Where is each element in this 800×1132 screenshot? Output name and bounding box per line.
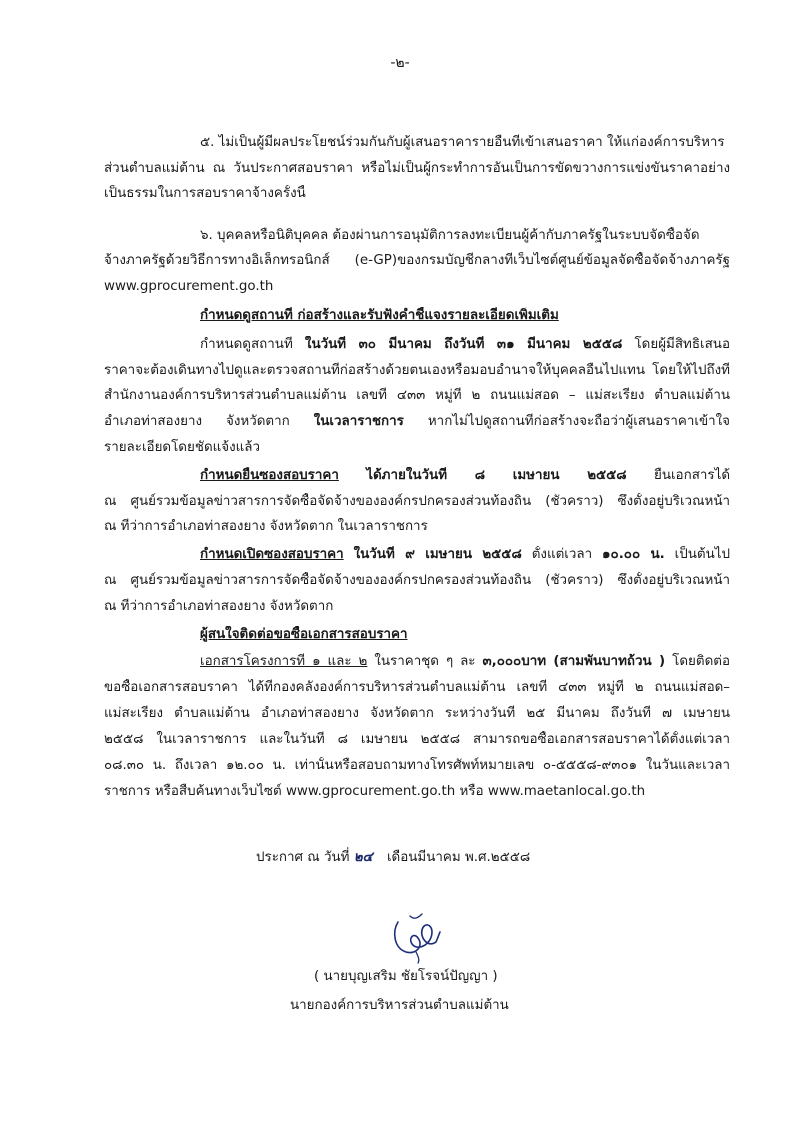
opening-line3: ณ ที่ว่าการอำเภอท่าสองยาง จังหวัดตาก: [104, 599, 334, 614]
submit-date-text: ได้ภายในวันที่ ๘ เมษายน ๒๕๕๘: [366, 468, 627, 483]
purchase-price: ๓,๐๐๐บาท (สามพันบาทถ้วน ): [482, 654, 666, 669]
site-visit-line1: [200, 336, 730, 354]
purchase-line1: [200, 653, 730, 671]
signature-image: [388, 908, 448, 964]
purchase-heading-text: ผู้สนใจติดต่อขอซื้อเอกสารสอบราคา: [200, 627, 408, 642]
purchase-price-label: ในราคาชุด ๆ ละ: [374, 654, 476, 669]
submit-date: [366, 468, 626, 483]
signer-name: ( นายบุญเสริม ชัยโรจน์ปัญญา ): [314, 969, 498, 984]
purchase-line3: แม่สะเรียง ตำบลแม่ต้าน อำเภอท่าสองยาง จังหวัดตาก ระหว่างวันที่ ๒๕ มีนาคม ถึงวันที่ ๗ เมษายน: [104, 706, 730, 721]
purchase-line2: ขอซื้อเอกสารสอบราคา ได้ที่กองคลังองค์การบริหารส่วนตำบลแม่ต้าน เลขที่ ๔๓๓ หมู่ที่ ๒ ถนนแม่สอด–: [104, 680, 730, 695]
site-visit-line3: สำนักงานองค์การบริหารส่วนตำบลแม่ต้าน เลขที่ ๔๓๓ หมู่ที่ ๒ ถนนแม่สอด – แม่สะเรียง ตำบลแม่ต้าน: [104, 388, 730, 403]
item6-line1: ๖. บุคคลหรือนิติบุคคล ต้องผ่านการอนุมัติการลงทะเบียนผู้ค้ากับภาครัฐในระบบจัดซื้อจัด: [200, 228, 700, 243]
announce-suffix: เดือนมีนาคม พ.ศ.๒๕๕๘: [386, 850, 531, 865]
site-visit-heading-text: กำหนดดูสถานที่ ก่อสร้างและรับฟังคำชี้แจงรายละเอียดเพิ่มเติม: [200, 308, 559, 323]
item5-line1: ๕. ไม่เป็นผู้มีผลประโยชน์ร่วมกันกับผู้เสนอราคารายอื่นที่เข้าเสนอราคา ให้แก่องค์การบริหาร: [200, 135, 725, 150]
signer-position: นายกองค์การบริหารส่วนตำบลแม่ต้าน: [290, 998, 509, 1013]
opening-line2: ณ ศูนย์รวมข้อมูลข่าวสารการจัดซื้อจัดจ้างขององค์กรปกครองส่วนท้องถิ่น (ชั่วคราว) ซึ่งตั้งอยู่บริเวณหน้า: [104, 573, 730, 588]
submit-line2: ณ ศูนย์รวมข้อมูลข่าวสารการจัดซื้อจัดจ้างขององค์กรปกครองส่วนท้องถิ่น (ชั่วคราว) ซึ่งตั้งอยู่บริเวณหน้า: [104, 494, 730, 509]
opening-date: ในวันที่ ๙ เมษายน ๒๕๕๘: [353, 547, 522, 562]
item5-line2: ส่วนตำบลแม่ต้าน ณ วันประกาศสอบราคา หรือไม่เป็นผู้กระทำการอันเป็นการขัดขวางการแข่งขันราคาอย่าง: [104, 161, 730, 176]
opening-from: ตั้งแต่เวลา: [531, 547, 593, 562]
purchase-line5: ๐๘.๓๐ น. ถึงเวลา ๑๒.๐๐ น. เท่านั้นหรือสอบถามทางโทรศัพท์หมายเลข ๐-๕๕๕๘-๙๓๐๑ ในวันและเวลา: [104, 758, 730, 773]
site-visit-district: อำเภอท่าสองยาง จังหวัดตาก: [104, 414, 290, 429]
page-number: -๒-: [390, 55, 410, 71]
opening-label: กำหนดเปิดซองสอบราคา: [200, 547, 344, 562]
opening-tail: เป็นต้นไป: [674, 547, 730, 562]
announce-day: ๒๔: [353, 849, 373, 865]
submit-line1: [200, 467, 730, 485]
opening-time: ๑๐.๐๐ น.: [602, 547, 665, 562]
site-visit-office-hours: ในเวลาราชการ: [313, 414, 404, 429]
site-visit-warning: หากไม่ไปดูสถานที่ก่อสร้างจะถือว่าผู้เสนอราคาเข้าใจ: [427, 414, 730, 429]
submit-tail: ยื่นเอกสารได้: [653, 468, 730, 483]
purchase-projects: เอกสารโครงการที่ ๑ และ ๒: [200, 654, 368, 669]
site-visit-label: กำหนดดูสถานที่: [200, 337, 293, 352]
purchase-line6: ราชการ หรือสืบค้นทางเว็บไซต์ www.gprocurement.go.th หรือ www.maetanlocal.go.th: [104, 784, 646, 799]
site-visit-line5: รายละเอียดโดยชัดแจ้งแล้ว: [104, 440, 261, 455]
opening-line1: [200, 546, 730, 564]
item6-line2: จ้างภาครัฐด้วยวิธีการทางอิเล็กทรอนิกส์ (e-GP)ของกรมบัญชีกลางที่เว็บไซต์ศูนย์ข้อมูลจัดซื้อจัดจ้างภาครัฐ: [104, 253, 730, 268]
site-visit-line2: ราคาจะต้องเดินทางไปดูและตรวจสถานที่ก่อสร้างด้วยตนเองหรือมอบอำนาจให้บุคคลอื่นไปแทน โดยให้ไปถึงที่: [104, 363, 730, 378]
submit-label: กำหนดยื่นซองสอบราคา: [200, 468, 339, 483]
site-visit-dates: ในวันที่ ๓๐ มีนาคม ถึงวันที่ ๓๑ มีนาคม ๒๕๕๘: [304, 337, 623, 352]
submit-line3: ณ ที่ว่าการอำเภอท่าสองยาง จังหวัดตาก ในเวลาราชการ: [104, 519, 428, 534]
site-visit-line4: [104, 413, 730, 431]
item5-line3: เป็นธรรมในการสอบราคาจ้างครั้งนี้: [104, 186, 306, 201]
item6-line3: www.gprocurement.go.th: [104, 279, 274, 294]
announce-line: [256, 846, 530, 867]
purchase-line4: ๒๕๕๘ ในเวลาราชการ และในวันที่ ๘ เมษายน ๒๕๕๘ สามารถขอซื้อเอกสารสอบราคาได้ตั้งแต่เวลา: [104, 732, 730, 747]
site-visit-heading: [200, 307, 730, 325]
site-visit-tail: โดยผู้มีสิทธิเสนอ: [634, 337, 730, 352]
purchase-heading: [200, 626, 730, 644]
announce-prefix: ประกาศ ณ วันที่: [256, 850, 350, 865]
purchase-contact: โดยติดต่อ: [672, 654, 730, 669]
